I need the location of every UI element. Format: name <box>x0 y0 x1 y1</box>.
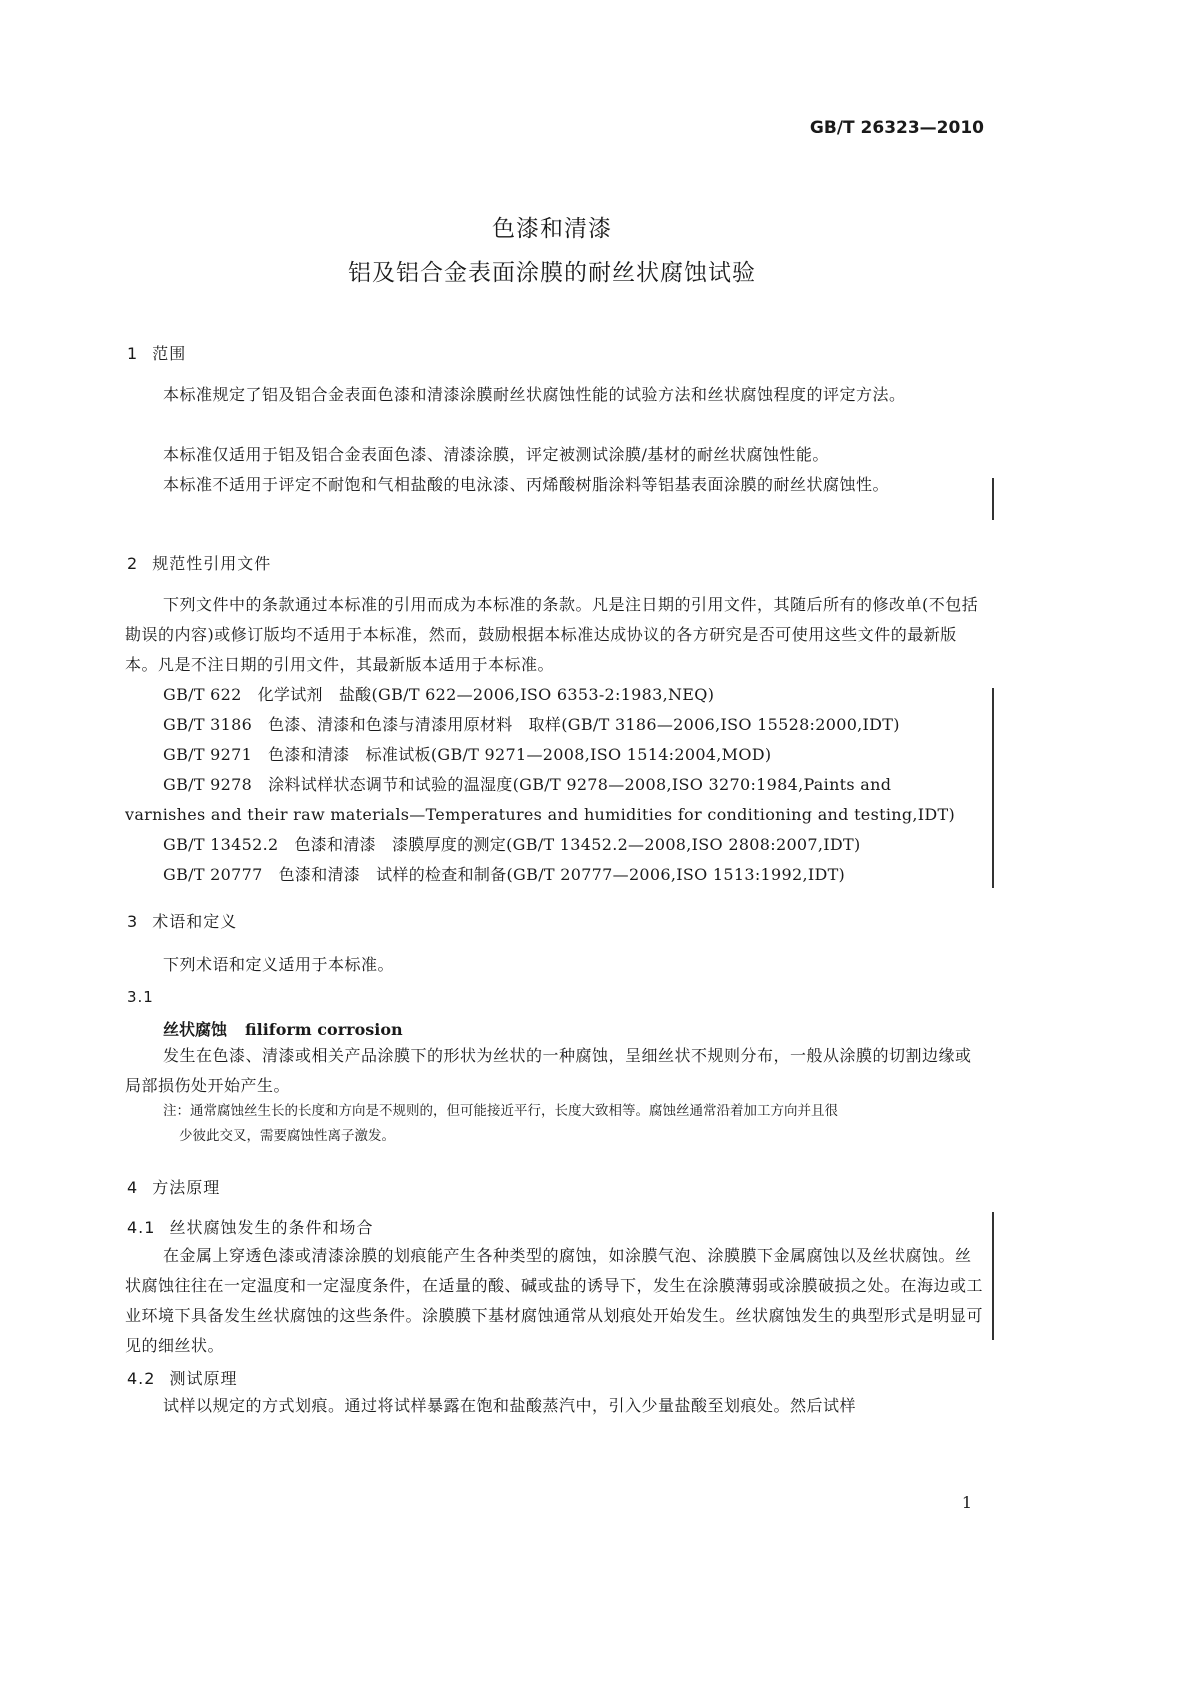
document-title-line2: 铝及铝合金表面涂膜的耐丝状腐蚀试验 <box>348 260 756 286</box>
reference-item <box>163 740 771 770</box>
section-title: 范围 <box>152 344 187 363</box>
term-number: 3.1 <box>127 988 154 1006</box>
term-definition: 发生在色漆、清漆或相关产品涂膜下的形状为丝状的一种腐蚀，呈细丝状不规则分布，一般从涂膜的切割边缘或局部损伤处开始产生。 <box>125 1046 972 1095</box>
section-title: 术语和定义 <box>152 912 238 931</box>
reference-title-part: 色漆、清漆和色漆与清漆用原材料 <box>268 715 513 734</box>
term-english: filiform corrosion <box>245 1020 403 1039</box>
term-chinese: 丝状腐蚀 <box>163 1020 228 1039</box>
page-number: 1 <box>961 1493 972 1512</box>
change-bar <box>992 478 994 520</box>
reference-title-part: 色漆和清漆 <box>278 865 361 884</box>
note-line: 注：通常腐蚀丝生长的长度和方向是不规则的，但可能接近平行，长度大致相等。腐蚀丝通常沿着加工方向并且很 <box>163 1103 838 1119</box>
term-entry <box>163 1017 403 1040</box>
reference-code: GB/T 622 <box>163 685 242 704</box>
note-line: 少彼此交叉，需要腐蚀性离子激发。 <box>179 1128 395 1144</box>
reference-title-part: 色漆和清漆 <box>268 745 350 764</box>
section-3-intro: 下列术语和定义适用于本标准。 <box>163 955 395 974</box>
subsection-title: 丝状腐蚀发生的条件和场合 <box>169 1218 374 1237</box>
reference-code: GB/T 20777 <box>163 865 263 884</box>
reference-title-part: 涂料试样状态调节和试验的温湿度(GB/T 9278—2008,ISO 3270:1984,Paints and <box>268 775 892 794</box>
section-2-intro: 下列文件中的条款通过本标准的引用而成为本标准的条款。凡是注日期的引用文件，其随后所有的修改单(不包括勘误的内容)或修订版均不适用于本标准，然而，鼓励根据本标准达成协议的各方研究是否可使用这些文件的最新版本。凡是不注日期的引用文件，其最新版本适用于本标准。 <box>125 595 979 674</box>
reference-code: GB/T 9278 <box>163 775 253 794</box>
reference-title-part: 取样(GB/T 3186—2006,ISO 15528:2000,IDT) <box>528 715 900 734</box>
section-number: 3 <box>127 912 139 931</box>
subsection-4-1-heading <box>127 1215 373 1238</box>
section-1-heading <box>127 341 186 364</box>
standard-code: GB/T 26323—2010 <box>809 118 984 138</box>
section-1-paragraph-3: 本标准不适用于评定不耐饱和气相盐酸的电泳漆、丙烯酸树脂涂料等铝基表面涂膜的耐丝状腐蚀性。 <box>163 475 890 494</box>
reference-title-part: 盐酸(GB/T 622—2006,ISO 6353-2:1983,NEQ) <box>338 685 715 704</box>
reference-title-part: 色漆和清漆 <box>294 835 376 854</box>
section-title: 方法原理 <box>152 1178 221 1197</box>
reference-code: GB/T 3186 <box>163 715 253 734</box>
change-bar <box>992 1212 994 1340</box>
subsection-4-2-text: 试样以规定的方式划痕。通过将试样暴露在饱和盐酸蒸汽中，引入少量盐酸至划痕处。然后试样 <box>163 1396 857 1415</box>
reference-item <box>163 770 891 800</box>
reference-code: GB/T 13452.2 <box>163 835 279 854</box>
subsection-4-1-text: 在金属上穿透色漆或清漆涂膜的划痕能产生各种类型的腐蚀，如涂膜气泡、涂膜膜下金属腐蚀以及丝状腐蚀。丝状腐蚀往往在一定温度和一定湿度条件，在适量的酸、碱或盐的诱导下，发生在涂膜薄弱或涂膜破损之处。在海边或工业环境下具备发生丝状腐蚀的这些条件。涂膜膜下基材腐蚀通常从划痕处开始发生。丝状腐蚀发生的典型形式是明显可见的细丝状。 <box>125 1246 984 1355</box>
section-1-paragraph-1: 本标准规定了铝及铝合金表面色漆和清漆涂膜耐丝状腐蚀性能的试验方法和丝状腐蚀程度的评定方法。 <box>163 385 906 404</box>
subsection-title: 测试原理 <box>169 1369 238 1388</box>
change-bar <box>992 688 994 888</box>
section-1-paragraph-2: 本标准仅适用于铝及铝合金表面色漆、清漆涂膜，评定被测试涂膜/基材的耐丝状腐蚀性能。 <box>163 445 829 464</box>
reference-item <box>163 860 845 890</box>
subsection-number: 4.1 <box>127 1218 156 1237</box>
reference-title-part: 化学试剂 <box>257 685 323 704</box>
section-number: 1 <box>127 344 139 363</box>
section-number: 4 <box>127 1178 139 1197</box>
reference-item <box>163 710 900 740</box>
reference-item <box>163 680 714 710</box>
section-2-heading <box>127 551 271 574</box>
term-note <box>163 1099 983 1149</box>
reference-title-part: 试样的检查和制备(GB/T 20777—2006,ISO 1513:1992,IDT) <box>376 865 846 884</box>
section-4-heading <box>127 1175 220 1198</box>
subsection-4-2-heading <box>127 1366 237 1389</box>
reference-title-part: 标准试板(GB/T 9271—2008,ISO 1514:2004,MOD) <box>365 745 772 764</box>
section-title: 规范性引用文件 <box>152 554 272 573</box>
document-title-line1: 色漆和清漆 <box>492 216 612 242</box>
subsection-number: 4.2 <box>127 1369 156 1388</box>
reference-item <box>163 830 861 860</box>
section-number: 2 <box>127 554 139 573</box>
reference-code: GB/T 9271 <box>163 745 253 764</box>
section-3-heading <box>127 909 237 932</box>
reference-continuation: varnishes and their raw materials—Temperatures and humidities for conditioning and testing,IDT) <box>125 805 956 824</box>
reference-title-part: 漆膜厚度的测定(GB/T 13452.2—2008,ISO 2808:2007,IDT) <box>391 835 861 854</box>
